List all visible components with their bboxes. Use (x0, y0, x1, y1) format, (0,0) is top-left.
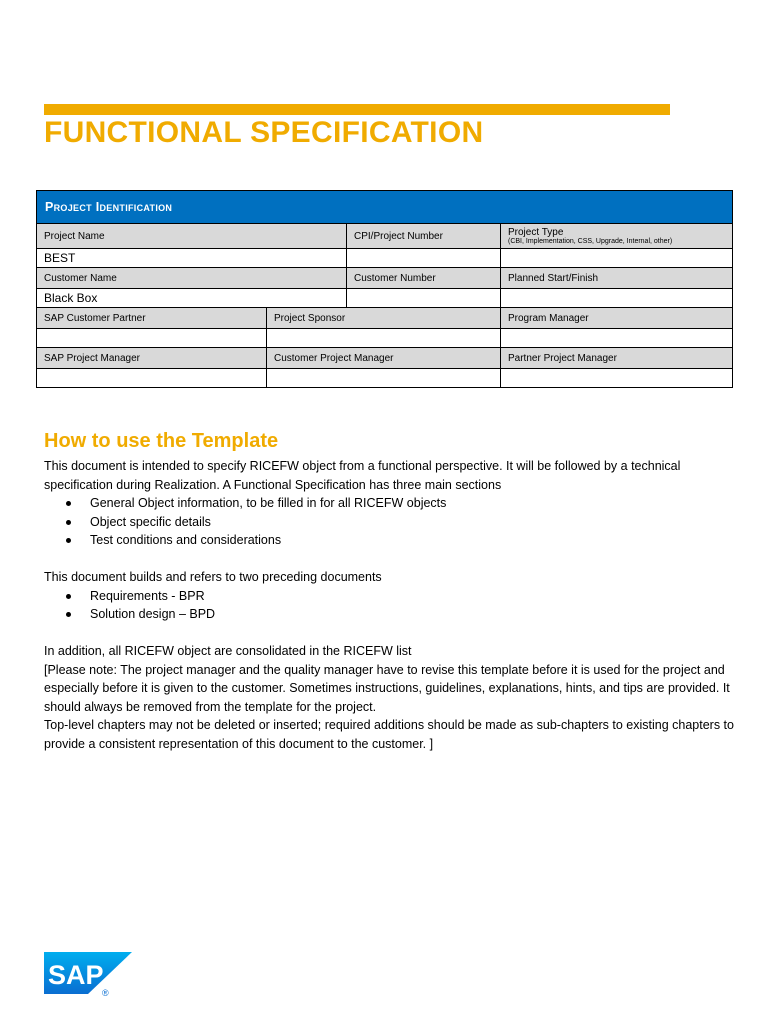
intro-paragraph: This document is intended to specify RICEFW object from a functional perspective. It will be followed by a technical specification during Realization. A Functional Specification has three main sections (44, 459, 681, 492)
list-item (44, 531, 734, 550)
list-item-text: General Object information, to be filled in for all RICEFW objects (90, 496, 447, 510)
project-name-label: Project Name (37, 224, 347, 249)
list-item (44, 494, 734, 513)
sap-customer-partner-label: SAP Customer Partner (37, 308, 267, 329)
how-to-section-title: How to use the Template (44, 430, 279, 452)
project-type-field[interactable] (501, 249, 733, 268)
sap-logo-text: SAP (48, 960, 104, 990)
chapters-paragraph: Top-level chapters may not be deleted or inserted; required additions should be made as sub-chapters to existing chapters to provide a consistent representation of this document to the customer. ] (44, 718, 734, 751)
customer-number-label: Customer Number (347, 268, 501, 289)
bullet-icon (66, 538, 71, 543)
project-sponsor-field[interactable] (267, 329, 501, 348)
document-title: FUNCTIONAL SPECIFICATION (44, 116, 484, 149)
program-manager-field[interactable] (501, 329, 733, 348)
customer-name-field[interactable]: Black Box (37, 289, 347, 308)
project-type-label-text: Project Type (508, 226, 564, 238)
customer-project-manager-field[interactable] (267, 369, 501, 388)
planned-start-finish-label: Planned Start/Finish (501, 268, 733, 289)
list-item-text: Test conditions and considerations (90, 533, 282, 547)
list-item (44, 513, 734, 532)
cpi-label: CPI/Project Number (347, 224, 501, 249)
list-item-text: Object specific details (90, 514, 211, 529)
list-item (44, 605, 734, 624)
partner-project-manager-label: Partner Project Manager (501, 348, 733, 369)
cpi-field[interactable] (347, 249, 501, 268)
sap-project-manager-field[interactable] (37, 369, 267, 388)
customer-project-manager-label: Customer Project Manager (267, 348, 501, 369)
sap-logo (44, 952, 136, 998)
project-sponsor-label: Project Sponsor (267, 308, 501, 329)
bullet-icon (66, 594, 71, 599)
list-item (44, 587, 734, 606)
project-name-field[interactable]: BEST (37, 249, 347, 268)
project-type-label (501, 224, 733, 249)
ricefw-list-paragraph: In addition, all RICEFW object are consolidated in the RICEFW list (44, 644, 412, 658)
list-item-text: Solution design – BPD (90, 607, 216, 621)
bullet-icon (66, 612, 71, 617)
spacer (44, 624, 734, 643)
preceding-docs-list (44, 587, 734, 624)
partner-project-manager-field[interactable] (501, 369, 733, 388)
note-paragraph: [Please note: The project manager and the quality manager have to revise this template before it is used for the project and especially before it is given to the customer. Sometimes instructions, guidelines, explanations, hints, and tips are provided. It should always be removed from the template for the project. (44, 662, 730, 714)
planned-start-finish-field[interactable] (501, 289, 733, 308)
list-item-text: Requirements - BPR (90, 588, 205, 603)
registered-mark: ® (102, 988, 109, 998)
bullet-icon (66, 501, 71, 506)
sections-list (44, 494, 734, 550)
bullet-icon (66, 520, 71, 525)
sap-customer-partner-field[interactable] (37, 329, 267, 348)
sap-project-manager-label: SAP Project Manager (37, 348, 267, 369)
customer-number-field[interactable] (347, 289, 501, 308)
title-accent-bar (44, 104, 670, 115)
how-to-body (44, 457, 734, 753)
project-type-hint: (CBI, Implementation, CSS, Upgrade, Internal, other) (508, 237, 673, 245)
spacer (44, 550, 734, 569)
program-manager-label: Program Manager (501, 308, 733, 329)
project-identification-table (36, 190, 733, 388)
preceding-intro: This document builds and refers to two preceding documents (44, 570, 382, 584)
project-identification-header: Project Identification (37, 191, 733, 224)
customer-name-label: Customer Name (37, 268, 347, 289)
